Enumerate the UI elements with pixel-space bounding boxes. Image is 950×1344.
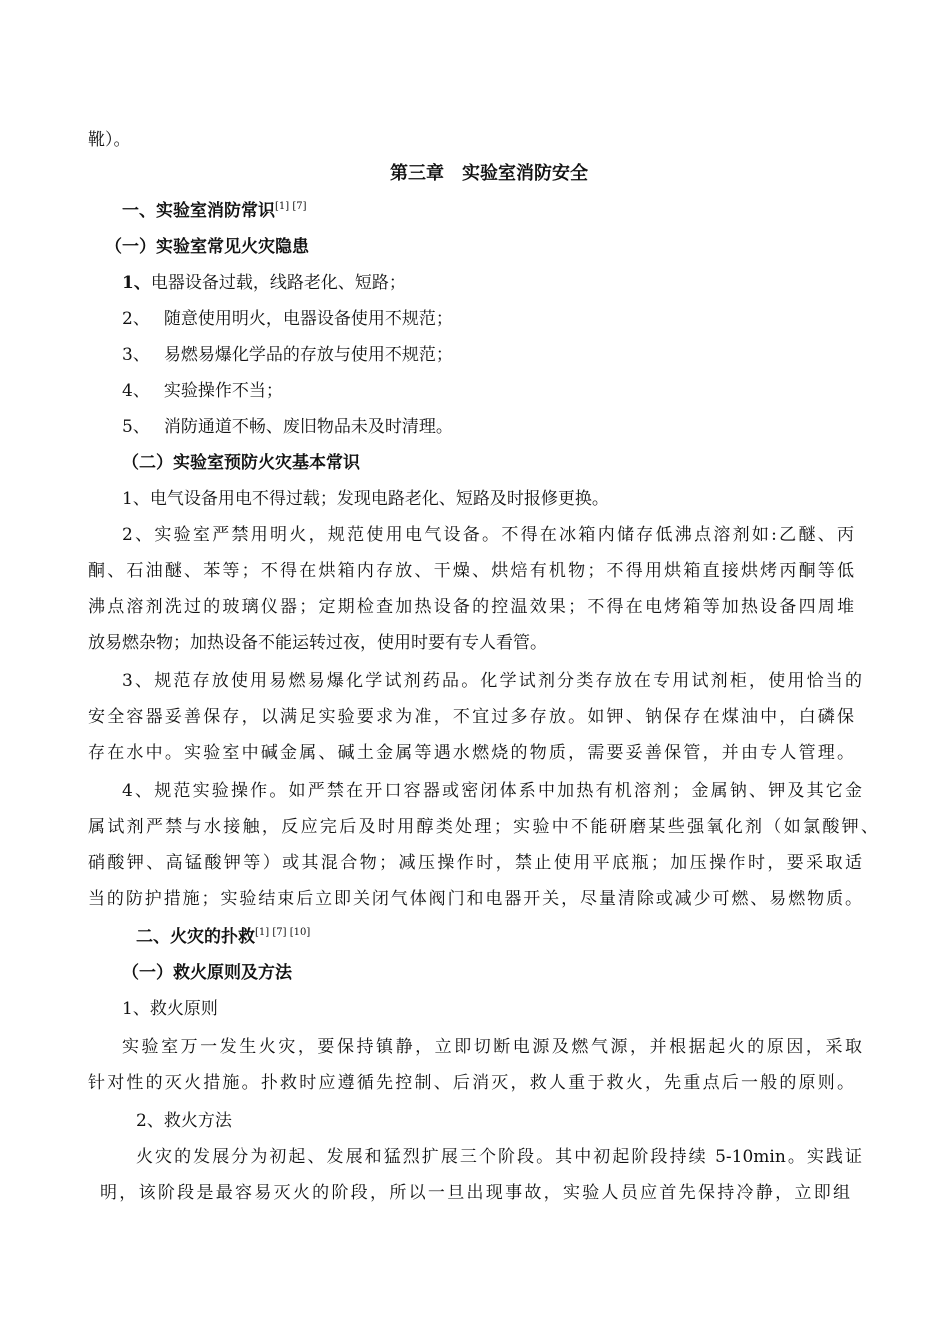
prevention-p4-line-2: 属试剂严禁与水接触，反应完后及时用醇类处理；实验中不能研磨某些强氧化剂（如氯酸钾、 [88,817,878,837]
firefighting-method-heading: 2、救火方法 [136,1111,232,1131]
prevention-p3-line-2: 安全容器妥善保存，以满足实验要求为准，不宜过多存放。如钾、钠保存在煤油中，白磷保 [88,707,854,727]
prevention-paragraph-1: 1、电气设备用电不得过载；发现电路老化、短路及时报修更换。 [122,489,609,509]
section-2-heading [136,925,310,949]
hazard-item-2-text: 随意使用明火，电器设备使用不规范； [163,309,453,329]
hazard-item-1-num: 1、 [122,273,151,293]
hazard-item-5 [122,415,453,439]
hazard-item-1 [122,271,406,295]
hazard-item-2-num: 2、 [122,309,150,329]
prevention-p3-line-1: 3、规范存放使用易燃易爆化学试剂药品。化学试剂分类存放在专用试剂柜，使用恰当的 [122,671,862,691]
subsection-2-1-title: （一）救火原则及方法 [122,963,292,983]
hazard-item-3 [122,343,453,367]
hazard-item-4 [122,379,283,403]
section-1-refs: [1] [7] [275,201,307,212]
lead-line: 靴）。 [88,130,131,150]
hazard-item-5-num: 5、 [122,417,150,437]
hazard-item-2 [122,307,453,331]
hazard-item-4-text: 实验操作不当； [163,381,283,401]
firefighting-principle-line-2: 针对性的灭火措施。扑救时应遵循先控制、后消灭，救人重于救火，先重点后一般的原则。 [88,1073,854,1093]
hazard-item-1-text: 电器设备过载，线路老化、短路； [150,273,406,293]
prevention-p4-line-4: 当的防护措施；实验结束后立即关闭气体阀门和电器开关，尽量清除或减少可燃、易燃物质。 [88,889,862,909]
prevention-p4-line-1: 4、规范实验操作。如严禁在开口容器或密闭体系中加热有机溶剂；金属钠、钾及其它金 [122,781,862,801]
firefighting-principle-heading: 1、救火原则 [122,999,218,1019]
section-2-refs: [1] [7] [10] [255,927,311,938]
prevention-p3-line-3: 存在水中。实验室中碱金属、碱土金属等遇水燃烧的物质，需要妥善保管，并由专人管理。 [88,743,854,763]
firefighting-method-line-1: 火灾的发展分为初起、发展和猛烈扩展三个阶段。其中初起阶段持续 5-10min。实践证 [136,1147,862,1167]
prevention-p4-line-3: 硝酸钾、高锰酸钾等）或其混合物；减压操作时，禁止使用平底瓶；加压操作时，要采取适 [88,853,862,873]
hazard-item-3-text: 易燃易爆化学品的存放与使用不规范； [163,345,453,365]
subsection-1-1-title: （一）实验室常见火灾隐患 [105,237,309,257]
subsection-1-2-title: （二）实验室预防火灾基本常识 [122,453,360,473]
chapter-title: 第三章 实验室消防安全 [390,163,588,184]
prevention-p2-line-3: 沸点溶剂洗过的玻璃仪器；定期检查加热设备的控温效果；不得在电烤箱等加热设备四周堆 [88,597,854,617]
firefighting-method-line-2: 明，该阶段是最容易灭火的阶段，所以一旦出现事故，实验人员应首先保持冷静，立即组 [100,1183,850,1203]
prevention-p2-line-1: 2、实验室严禁用明火，规范使用电气设备。不得在冰箱内储存低沸点溶剂如:乙醚、丙 [122,525,854,545]
hazard-item-4-num: 4、 [122,381,150,401]
section-1-title: 一、实验室消防常识 [122,201,275,221]
section-1-heading [122,199,307,223]
hazard-item-3-num: 3、 [122,345,150,365]
prevention-p2-line-4: 放易燃杂物；加热设备不能运转过夜，使用时要有专人看管。 [88,633,547,653]
firefighting-principle-line-1: 实验室万一发生火灾，要保持镇静，立即切断电源及燃气源，并根据起火的原因，采取 [122,1037,862,1057]
hazard-item-5-text: 消防通道不畅、废旧物品未及时清理。 [163,417,453,437]
prevention-p2-line-2: 酮、石油醚、苯等；不得在烘箱内存放、干燥、烘焙有机物；不得用烘箱直接烘烤丙酮等低 [88,561,854,581]
section-2-title: 二、火灾的扑救 [136,927,255,947]
